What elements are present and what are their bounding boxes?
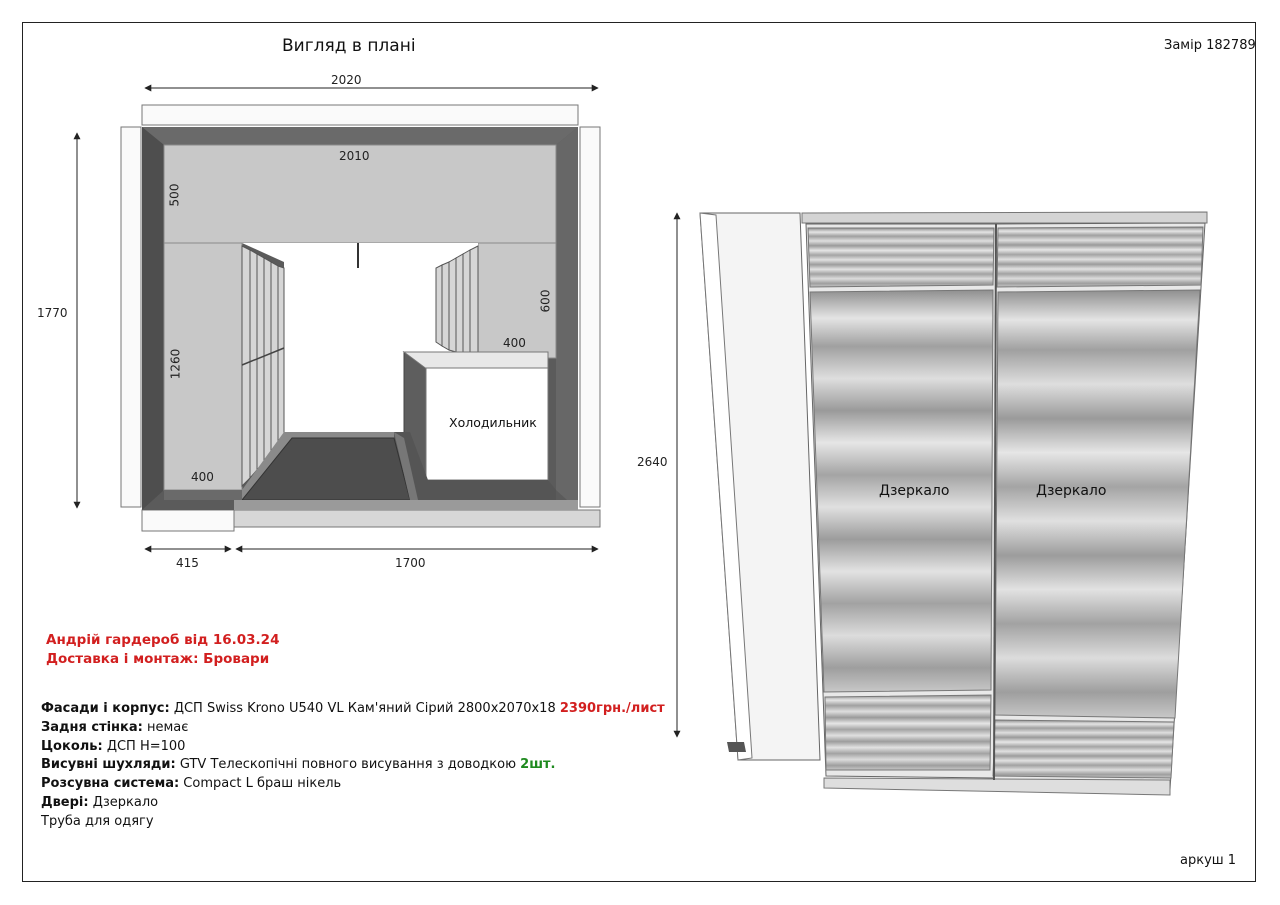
bottom-plinth — [234, 510, 600, 527]
dim-1770: 1770 — [37, 306, 68, 320]
dim-2640: 2640 — [637, 455, 668, 469]
dim-2020: 2020 — [331, 73, 362, 87]
elev-top-rail — [802, 212, 1207, 223]
right-side-board — [580, 127, 600, 507]
door-left-label: Дзеркало — [879, 483, 950, 499]
spec-drawers: Висувні шухляди: GTV Телескопічні повного висування з доводкою 2шт. — [41, 757, 556, 773]
spec-plinth: Цоколь: ДСП Н=100 — [41, 738, 186, 754]
top-cover-board — [142, 105, 578, 125]
spec-back-panel: Задня стінка: немає — [41, 719, 189, 735]
spec-facades: Фасади і корпус: ДСП Swiss Krono U540 VL Кам'яний Сірий 2800х2070х18 2390грн./лист — [41, 701, 665, 716]
elev-door-left — [806, 224, 996, 778]
spec-sliding-system: Розсувна система: Compact L браш нікель — [41, 776, 342, 792]
dim-400-left: 400 — [191, 470, 214, 484]
spec-doors: Двері: Дзеркало — [41, 794, 159, 810]
facades-price: 2390грн./лист — [559, 701, 665, 716]
elev-bottom-rail — [824, 778, 1170, 795]
door-right-label: Дзеркало — [1036, 483, 1107, 499]
fridge-label: Холодильник — [449, 415, 537, 430]
elev-door-right — [993, 223, 1205, 790]
order-title: Андрій гардероб від 16.03.24 — [46, 632, 280, 648]
dim-600: 600 — [538, 289, 553, 313]
drawers-qty: 2шт. — [520, 757, 556, 773]
order-delivery: Доставка і монтаж: Бровари — [46, 651, 270, 667]
bottom-left-board — [142, 510, 234, 531]
measure-number: Замір 182789 — [1164, 38, 1256, 53]
dim-400-right: 400 — [503, 336, 526, 350]
dim-2010: 2010 — [339, 149, 370, 163]
spec-rail: Труба для одягу — [41, 813, 154, 829]
dim-1260: 1260 — [168, 348, 183, 380]
dim-415: 415 — [176, 556, 199, 570]
left-side-board — [121, 127, 141, 507]
spec-list — [41, 700, 665, 832]
plan-title: Вигляд в плані — [282, 36, 416, 56]
sheet-number: аркуш 1 — [1180, 853, 1237, 868]
dim-500: 500 — [167, 183, 182, 207]
dim-1700: 1700 — [395, 556, 426, 570]
